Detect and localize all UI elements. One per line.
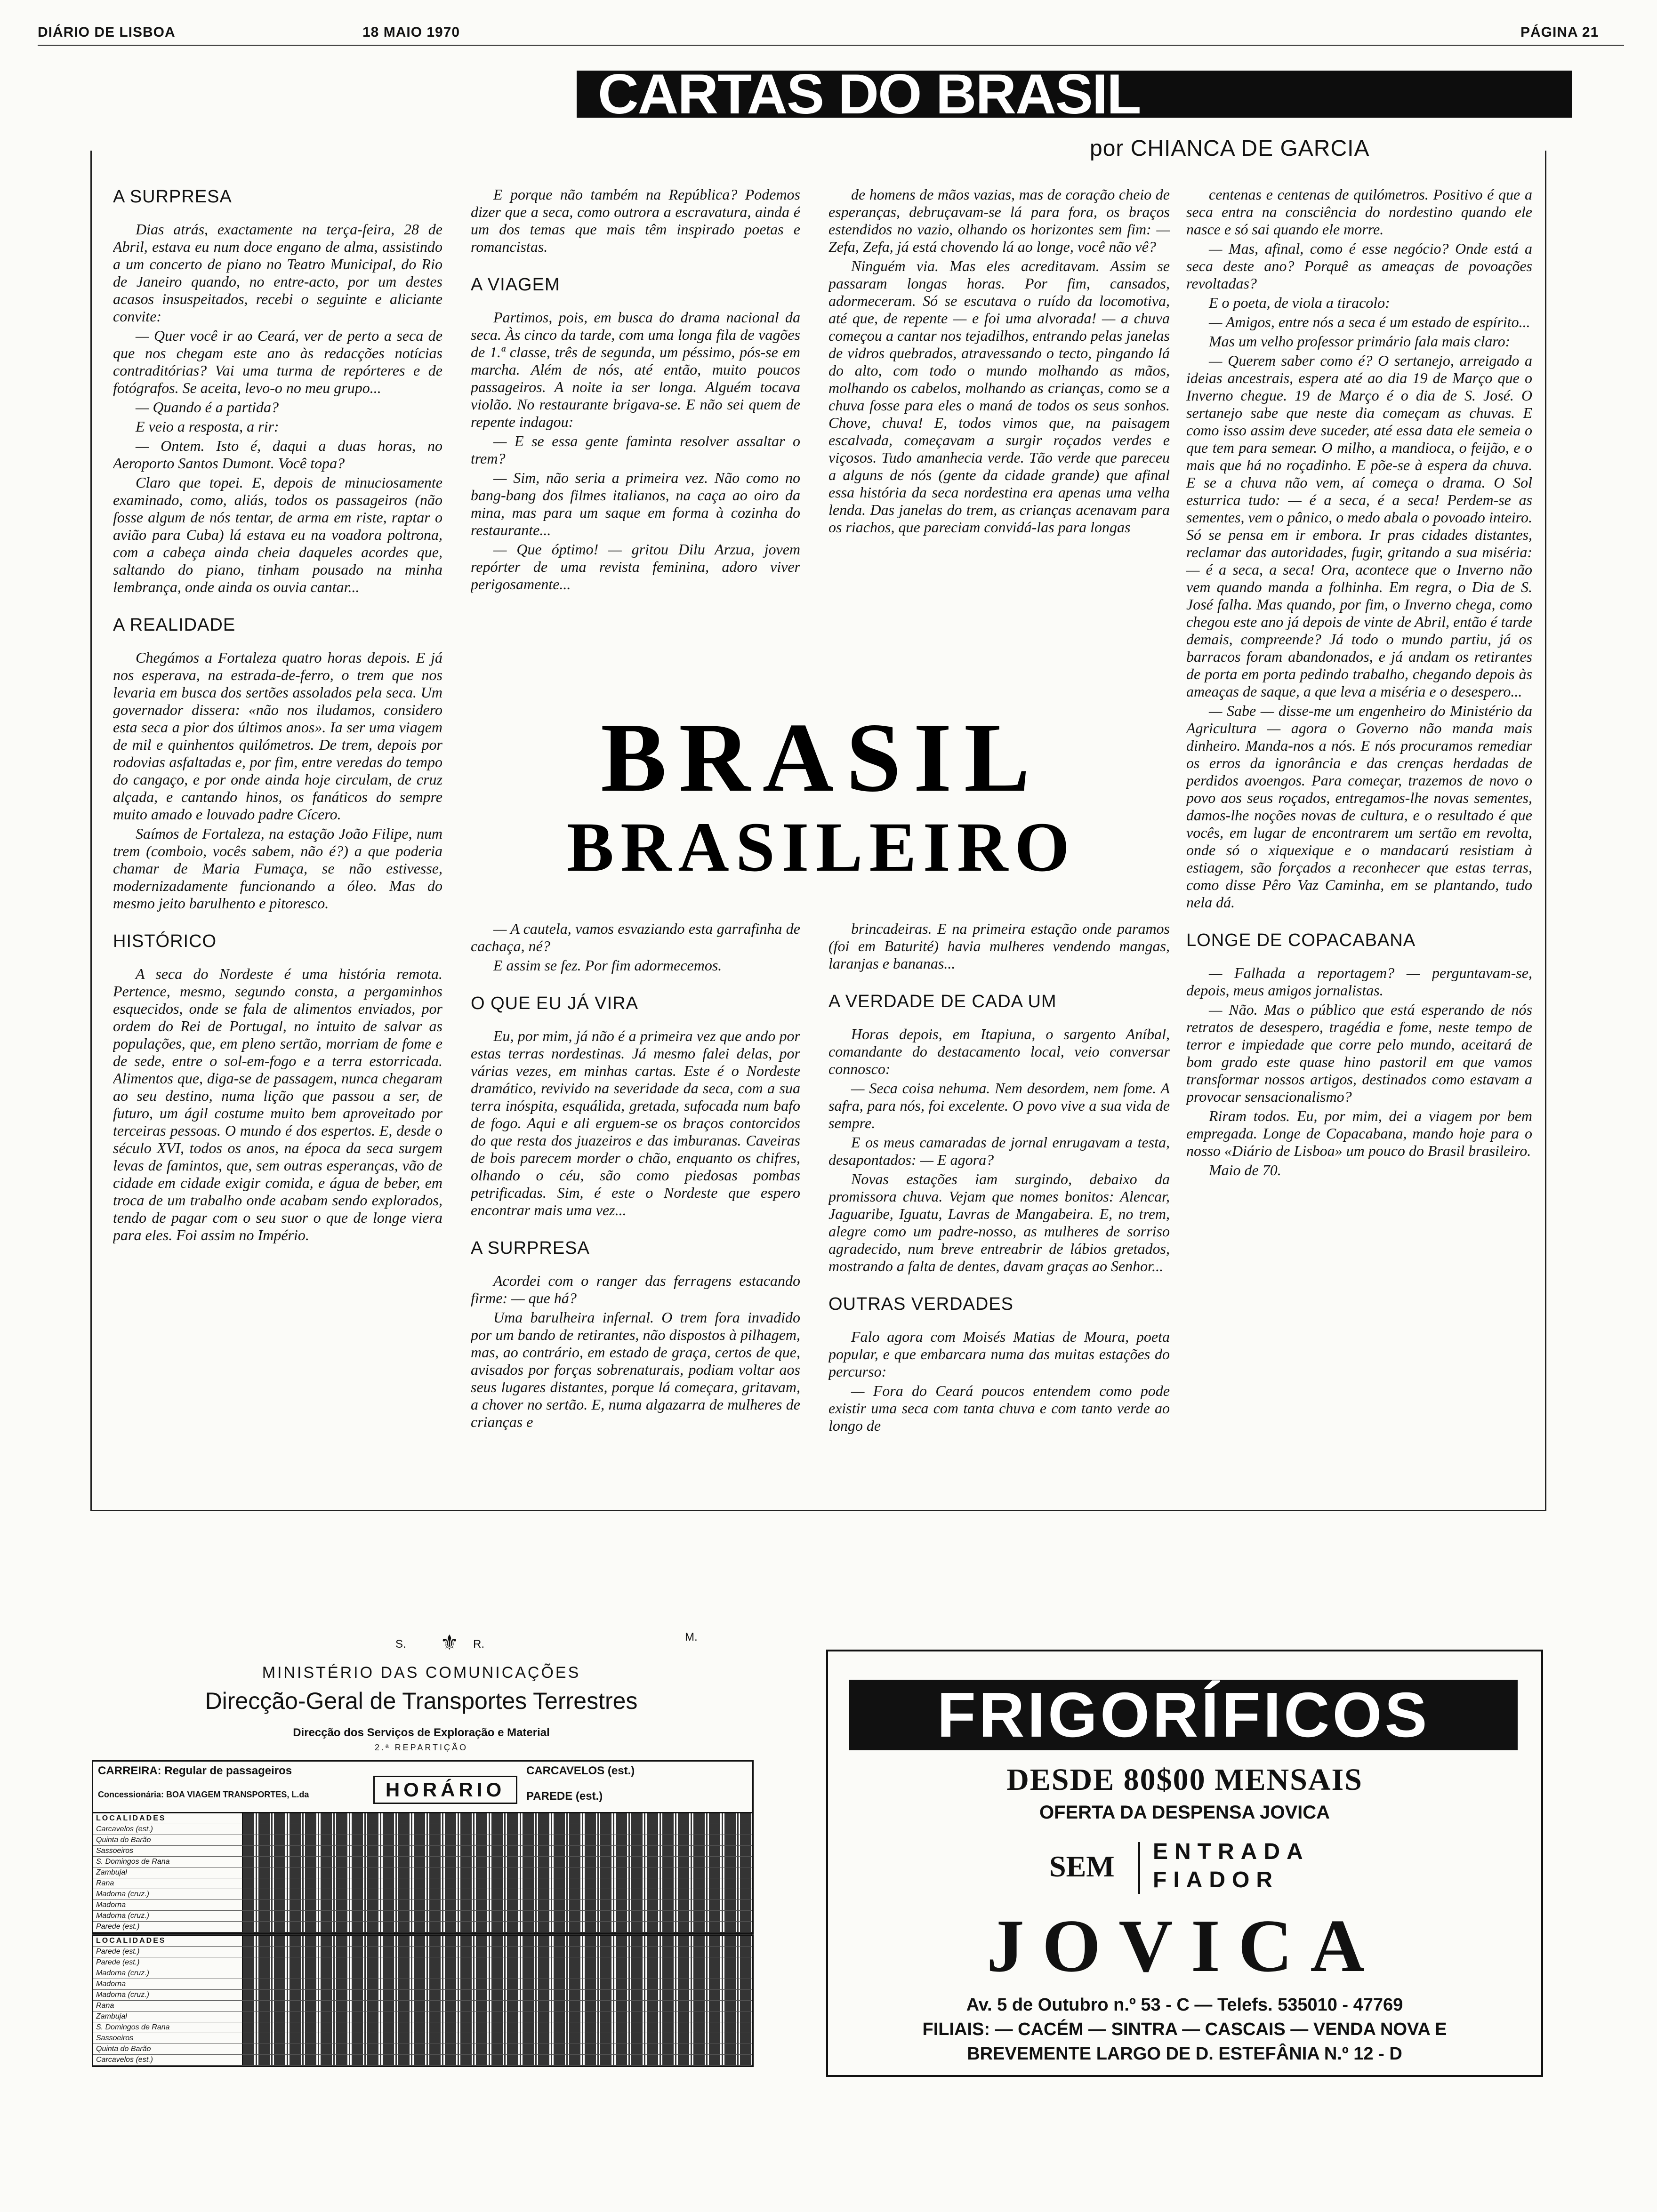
stop-name: Madorna [93, 1900, 243, 1910]
time-cells [243, 1867, 752, 1878]
time-cells [243, 2044, 752, 2054]
timetable-row [93, 1968, 752, 1979]
horario-label: HORÁRIO [373, 1776, 517, 1804]
timetable-row [93, 2022, 752, 2033]
stop-name: Parede (est.) [93, 1947, 243, 1957]
timetable-row [93, 2033, 752, 2044]
stop-name: Parede (est.) [93, 1922, 243, 1932]
timetable-row [93, 1957, 752, 1968]
article-paragraph: — Ontem. Isto é, daqui a duas horas, no Aeroporto Santos Dumont. Você topa? [113, 437, 442, 472]
article-paragraph: centenas e centenas de quilómetros. Positivo é que a seca entra na consciência do nordestino quando ele nasce e só sai quando ele morre. [1186, 186, 1532, 238]
section-heading: O QUE EU JÁ VIRA [471, 994, 638, 1013]
stop-name: Rana [93, 1878, 243, 1889]
stop-name: Madorna (cruz.) [93, 1968, 243, 1979]
header-rule [38, 45, 1624, 46]
timetable-row [93, 1878, 752, 1889]
stop-name: Sassoeiros [93, 1846, 243, 1856]
stop-name: Madorna (cruz.) [93, 1889, 243, 1899]
timetable-row [93, 1857, 752, 1867]
localidades-label: LOCALIDADES [93, 1936, 243, 1946]
carreira-label: CARREIRA: Regular de passageiros [98, 1764, 292, 1777]
stop-name: S. Domingos de Rana [93, 1857, 243, 1867]
route-to: PAREDE (est.) [526, 1790, 603, 1803]
stop-name: Zambujal [93, 2012, 243, 2022]
ad-address: Av. 5 de Outubro n.º 53 - C — Telefs. 535010 - 47769 [966, 1995, 1403, 2015]
stop-name: Parede (est.) [93, 1957, 243, 1968]
section-heading: HISTÓRICO [113, 931, 217, 951]
timetable-row [93, 1990, 752, 2001]
ad-offer: OFERTA DA DESPENSA JOVICA [1039, 1802, 1330, 1823]
article-paragraph: Acordei com o ranger das ferragens estacando firme: — que há? [471, 1272, 800, 1306]
localidades-header-row [93, 1936, 752, 1947]
article-paragraph: Chegámos a Fortaleza quatro horas depois. E já nos esperava, na estrada-de-ferro, o trem que nos levaria em busca dos sertões assolados pela seca. Um governador dissera: «não nos iludamos, considero esta seca a pior dos últimos anos». Ia ser uma viagem de mil e quinhentos quilómetros. De trem, depois por rodovias asfaltadas e, por fim, entre veredas do tempo do cangaço, e por onde ainda hoje circulam, de cruz alçada, e cantando hinos, os fanáticos do sempre muito amado e louvado padre Cícero. [113, 649, 442, 823]
headline-brasileiro: BRASILEIRO [567, 808, 1076, 886]
timetable-row [93, 1979, 752, 1990]
article-paragraph: Uma barulheira infernal. O trem fora invadido por um bando de retirantes, não dispostos à pilhagem, mas, ao contrário, em estado de graça, certos de que, avisados por forças sobrenaturais, podiam voltar aos seus lugares distantes, porque lá começara, gritavam, a chover no sertão. E, numa algazarra de mulheres de crianças e [471, 1309, 800, 1430]
section-heading: A VIAGEM [471, 275, 560, 295]
article-column-1 [113, 188, 442, 1501]
frame-right [1545, 151, 1546, 1511]
coat-of-arms-icon: ⚜ [440, 1631, 459, 1654]
stop-name: Sassoeiros [93, 2033, 243, 2044]
time-cells [243, 2001, 752, 2011]
timetable-inbound [92, 1934, 754, 2067]
article-paragraph: Ninguém via. Mas eles acreditavam. Assim se passaram longas horas. Por fim, cansados, adormeceram. Só se escutava o ruído da locomotiva, até que, de repente — e foi uma alvorada! — a chuva começou a cantar nos tejadilhos, entrando pelas janelas de vidros quebrados, atravessando o tecto, pingando lá do alto, com todo o mundo molhando as mãos, molhando os cabelos, molhando as crianças, como se a chuva fosse para eles o maná de todos os seus sonhos. Chove, chuva! E, todos vimos que, na paisagem escalvada, começavam a surgir roçados verdes e viçosos. Tudo amanhecia verde. Tão verde que pareceu a alguns de nós (gente da cidade grande) que afinal essa história da seca nordestina era apenas uma velha lenda. Das janelas do trem, as crianças acenavam para os riachos, que pareciam convidá-las para longas [828, 257, 1170, 536]
article-column-2-bottom [471, 920, 800, 1501]
article-paragraph: Maio de 70. [1209, 1162, 1281, 1178]
article-paragraph: Partimos, pois, em busca do drama nacional da seca. Às cinco da tarde, com uma longa fila de vagões de 1.ª classe, três de segunda, um péssimo, pós-se em marcha. Além de nós, até então, muito poucos passageiros. A noite ia ser longa. Alguém tocava violão. No restaurante brigava-se. E não sei quem de repente indagou: [471, 309, 800, 430]
article-paragraph: Novas estações iam surgindo, debaixo da promissora chuva. Vejam que nomes bonitos: Alencar, Jaguaribe, Iguatu, Lavras de Mangabeira. E, no trem, alegre como um padre-nosso, as mulheres de sorriso agradecido, num breve entreabrir de lábios gretados, mostrando a falta de dentes, davam graças ao Senhor... [828, 1170, 1170, 1274]
timetable-outbound [92, 1812, 754, 1934]
article-paragraph: — Amigos, entre nós a seca é um estado de espírito... [1209, 313, 1530, 330]
notice-mark-left: S. [395, 1638, 406, 1651]
time-cells [243, 1947, 752, 1957]
section-heading: OUTRAS VERDADES [828, 1294, 1014, 1314]
notice-mark-right: R. [473, 1638, 484, 1651]
article-paragraph: brincadeiras. E na primeira estação onde paramos (foi em Baturité) havia mulheres vendendo mangas, laranjas e bananas... [828, 920, 1170, 972]
route-from: CARCAVELOS (est.) [526, 1764, 635, 1777]
newspaper-name: DIÁRIO DE LISBOA [38, 24, 176, 40]
headline-brasil: BRASIL [601, 703, 1042, 812]
article-paragraph: — Mas, afinal, como é esse negócio? Onde está a seca deste ano? Porquê as ameaças de povoações revoltadas? [1186, 240, 1532, 292]
timetable-row [93, 1846, 752, 1857]
article-column-2-top [471, 186, 800, 704]
article-paragraph: — Que óptimo! — gritou Dilu Arzua, jovem repórter de uma revista feminina, adoro viver perigosamente... [471, 541, 800, 593]
article-paragraph: E assim se fez. Por fim adormecemos. [493, 957, 722, 974]
time-cells [243, 1900, 752, 1910]
time-cells [243, 2033, 752, 2044]
issue-date: 18 MAIO 1970 [362, 24, 460, 40]
article-paragraph: de homens de mãos vazias, mas de coração cheio de esperanças, debruçavam-se lá para fora, os braços estendidos no vazio, olhando os horizontes sem fim: — Zefa, Zefa, já está chovendo lá ao longe, você não vê? [828, 186, 1170, 255]
time-cells [243, 1922, 752, 1932]
time-cells [243, 1979, 752, 1989]
section-heading: LONGE DE COPACABANA [1186, 930, 1416, 950]
stop-name: Madorna (cruz.) [93, 1911, 243, 1921]
ad-sem: SEM [1049, 1850, 1115, 1883]
direction-name: Direcção-Geral de Transportes Terrestres [205, 1688, 638, 1714]
article-paragraph: — Não. Mas o público que está esperando de nós retratos de desespero, tragédia e fome, neste tempo de terror e impiedade que corre pelo mundo, aceitará de bom grado este quase hino pastoril em que vamos transformar nossos artigos, destinados como estavam a provocar sensacionalismo? [1186, 1001, 1532, 1105]
article-paragraph: E o poeta, de viola a tiracolo: [1209, 294, 1390, 311]
timetable-row [93, 2012, 752, 2022]
section-name: 2.ª REPARTIÇÃO [374, 1743, 468, 1752]
article-paragraph: — Seca coisa nehuma. Nem desordem, nem fome. A safra, para nós, foi excelente. O povo vive a sua vida de sempre. [828, 1080, 1170, 1131]
frame-bottom [90, 1510, 1546, 1511]
time-cells [243, 1968, 752, 1979]
timetable-row [93, 2055, 752, 2066]
ad-divider [1138, 1842, 1140, 1894]
localidades-label: LOCALIDADES [93, 1813, 243, 1824]
article-paragraph: — Quer você ir ao Ceará, ver de perto a seca de que nos chegam este ano às redacções notícias contraditórias? Vai uma turma de repórteres e de fotógrafos. Se aceita, levo-o no meu grupo... [113, 327, 442, 396]
timetable-row [93, 1835, 752, 1846]
stop-name: Madorna (cruz.) [93, 1990, 243, 2000]
time-cells [243, 1824, 752, 1835]
time-cells [243, 1957, 752, 1968]
timetable-row [93, 1922, 752, 1932]
section-heading: A REALIDADE [113, 615, 236, 635]
section-banner: CARTAS DO BRASIL [577, 71, 1572, 118]
article-column-4 [1186, 186, 1532, 1501]
ad-coming-soon: BREVEMENTE LARGO DE D. ESTEFÂNIA N.º 12 - D [967, 2044, 1402, 2064]
byline: por CHIANCA DE GARCIA [1090, 136, 1370, 161]
article-paragraph: Riram todos. Eu, por mim, dei a viagem por bem empregada. Longe de Copacabana, mando hoje para o nosso «Diário de Lisboa» um pouco do Brasil brasileiro. [1186, 1107, 1532, 1159]
article-paragraph: Horas depois, em Itapiuna, o sargento Aníbal, comandante do destacamento local, veio conversar connosco: [828, 1026, 1170, 1077]
stop-name: Carcavelos (est.) [93, 2055, 243, 2065]
time-cells [243, 1878, 752, 1889]
frame-left [90, 151, 92, 1511]
timetable-row [93, 2001, 752, 2012]
time-cells [243, 1846, 752, 1856]
timetable-row [93, 1824, 752, 1835]
time-cells [243, 2022, 752, 2033]
time-cells [243, 1911, 752, 1921]
article-paragraph: E os meus camaradas de jornal enrugavam a testa, desapontados: — E agora? [828, 1134, 1170, 1168]
article-paragraph: — Sabe — disse-me um engenheiro do Ministério da Agricultura — agora o Governo não manda mais dinheiro. Manda-nos a nós. E nós procuramos remediar os erros da ignorância e das crenças herdadas de perdidos avoengos. Para começar, trazemos de novo o povo aos seus roçados, entregamos-lhe novas sementes, damos-lhe noções novas de cultura, e o resultado é que vocês, em lugar de encontrarem um sertão em revolta, onde só o xiquexique e o mandacarú resistiam à estiagem, são forçados a reconhecer que estas terras, como disse Pêro Vaz Caminha, em se plantando, tudo nela dá. [1186, 702, 1532, 911]
time-cells [243, 1835, 752, 1845]
ad-brand: JOVICA [986, 1904, 1383, 1988]
stop-name: Quinta do Barão [93, 1835, 243, 1845]
page-number: PÁGINA 21 [1520, 24, 1599, 40]
section-heading: A VERDADE DE CADA UM [828, 992, 1057, 1011]
timetable-row [93, 1889, 752, 1900]
article-paragraph: E porque não também na República? Podemos dizer que a seca, como outrora a escravatura, ainda é um dos temas que mais têm inspirado poetas e romancistas. [471, 186, 800, 255]
time-cells [243, 2012, 752, 2022]
article-paragraph: Falo agora com Moisés Matias de Moura, poeta popular, e que embarcara numa das muitas estações do percurso: [828, 1328, 1170, 1380]
article-paragraph: — A cautela, vamos esvaziando esta garrafinha de cachaça, né? [471, 920, 800, 954]
article-paragraph: Eu, por mim, já não é a primeira vez que ando por estas terras nordestinas. Já mesmo falei delas, por várias vezes, em minhas cartas. Este é o Nordeste dramático, revivido na severidade da seca, com a sua terra inóspita, esquálida, gretada, sufocada num bafo de fogo. Aqui e ali erguem-se os braços contorcidos do que resta dos juazeiros e das imburanas. Caveiras de bois parecem morder o chão, enquanto os chifres, olhando o céu, são como piedosas pombas petrificadas. Sim, é este o Nordeste que espero encontrar mais uma vez... [471, 1027, 800, 1218]
service-name: Direcção dos Serviços de Exploração e Material [293, 1726, 550, 1739]
localidades-header-row [93, 1813, 752, 1824]
concession-label: Concessionária: BOA VIAGEM TRANSPORTES, L.da [98, 1790, 309, 1799]
stop-name: Rana [93, 2001, 243, 2011]
ad-fiador: FIADOR [1153, 1867, 1279, 1892]
article-paragraph: — Querem saber como é? O sertanejo, arreigado a ideias ancestrais, espera até ao dia 19 de Março que o Inverno chegue. 19 de Março é o dia de S. José. O sertanejo sabe que neste dia começam as chuvas. E como isso assim deve suceder, até essa data ele semeia o que tem para semear. O milho, a mandioca, o feijão, e o mais que há no roçadinho. E põe-se à espera da chuva. E se a chuva não vem, aí começa o drama. O Sol esturrica tudo: — é a seca, é a seca! Perdem-se as sementes, vem o pânico, o medo abala o povoado inteiro. Só se pensa em ir embora. Ir pras cidades distantes, reclamar das autoridades, fugir, gritando a sua miséria: — é a seca, a seca! Ora, acontece que o Inverno não vem quando manda a folhinha. Em regra, o Dia de S. José falha. Mas quando, por fim, o Inverno chega, como chegou este ano já depois de vinte de Abril, então é tarde demais, compreende? Já todo o mundo partiu, já os barracos foram abandonados, e já andam os retirantes de porta em porta pedindo trabalho, chegando depois às ameaças de saque, a que leva a miséria e o desespero... [1186, 352, 1532, 700]
article-paragraph: — Falhada a reportagem? — perguntavam-se, depois, meus amigos jornalistas. [1186, 964, 1532, 999]
article-paragraph: E veio a resposta, a rir: [136, 418, 279, 435]
advertisement [826, 1650, 1543, 2077]
article-column-3-bottom [828, 920, 1170, 1501]
article-paragraph: — Sim, não seria a primeira vez. Não como no bang-bang dos filmes italianos, na caça ao oiro da mina, mas para um saque em forma à cozinha do restaurante... [471, 469, 800, 538]
article-column-3-top [828, 186, 1170, 704]
time-cells [243, 2055, 752, 2065]
article-paragraph: Claro que topei. E, depois de minuciosamente examinado, como, aliás, todos os passageiros (não fosse algum de nós tentar, de arma em riste, raptar o avião para Cuba) lá estava eu na voadora poltrona, com a cabeça ainda cheia daqueles acordes que, saltando do piano, tinham pousado na minha lembrança, onde ainda os ouvia cantar... [113, 474, 442, 595]
stop-name: Zambujal [93, 1867, 243, 1878]
timetable-row [93, 1947, 752, 1957]
article-paragraph: Saímos de Fortaleza, na estação João Filipe, num trem (comboio, vocês sabem, não é?) a que poderia chamar de Maria Fumaça, se não estivesse, modernizadamente funcionando a óleo. Mas do mesmo jeito barulhento e pitoresco. [113, 825, 442, 912]
ad-branches: FILIAIS: — CACÉM — SINTRA — CASCAIS — VENDA NOVA E [922, 2020, 1447, 2039]
stop-name: Quinta do Barão [93, 2044, 243, 2054]
stop-name: S. Domingos de Rana [93, 2022, 243, 2033]
time-cells [243, 1857, 752, 1867]
timetable-row [93, 1867, 752, 1878]
timetable-header [92, 1760, 754, 1813]
article-paragraph: Mas um velho professor primário fala mais claro: [1209, 333, 1511, 350]
timetable-row [93, 1911, 752, 1922]
timetable-row [93, 2044, 752, 2055]
section-heading: A SURPRESA [471, 1238, 590, 1258]
article-paragraph: A seca do Nordeste é uma história remota. Pertence, mesmo, segundo consta, a pergaminhos esquecidos, onde se fala de alimentos enviados, por ordem do Rei de Portugal, no intuito de salvar as populações, que, em pleno sertão, morriam de fome e de sede, entre o sol-em-fogo e a terra estorricada. Alimentos que, diga-se de passagem, nunca chegaram ao seu destino, numa lição que passou a ser, de futuro, um ágil costume muito bem aproveitado por terceiras pessoas. O mundo é dos espertos. E, desde o século XVI, todos os anos, na época da seca surgem levas de famintos, que, sem outras esperanças, vão de cidade em cidade exigir comida, e água de beber, em troca de um trabalho onde acabam sendo explorados, tendo de pagar com o seu suor o que de longe viera para eles. Foi assim no Império. [113, 965, 442, 1243]
notice-number: M. [685, 1631, 698, 1643]
ad-price: DESDE 80$00 MENSAIS [1006, 1763, 1363, 1797]
stop-name: Carcavelos (est.) [93, 1824, 243, 1835]
article-paragraph: Dias atrás, exactamente na terça-feira, 28 de Abril, estava eu num doce engano de alma, assistindo a um concerto de piano no Teatro Municipal, do Rio de Janeiro quando, no entre-acto, por um destes acasos insuspeitados, recebi o seguinte e aliciante convite: [113, 221, 442, 325]
article-paragraph: — E se essa gente faminta resolver assaltar o trem? [471, 433, 800, 467]
stop-name: Madorna [93, 1979, 243, 1989]
time-cells [243, 1889, 752, 1899]
timetable-row [93, 1900, 752, 1911]
time-cells [243, 1990, 752, 2000]
article-paragraph: — Fora do Ceará poucos entendem como pode existir uma seca com tanta chuva e com tanto verde ao longo de [828, 1382, 1170, 1434]
article-paragraph: — Quando é a partida? [136, 399, 279, 416]
section-heading: A SURPRESA [113, 188, 232, 207]
ministry-name: MINISTÉRIO DAS COMUNICAÇÕES [262, 1664, 581, 1682]
ad-title: FRIGORÍFICOS [849, 1680, 1518, 1750]
ad-entrada: ENTRADA [1153, 1839, 1310, 1864]
